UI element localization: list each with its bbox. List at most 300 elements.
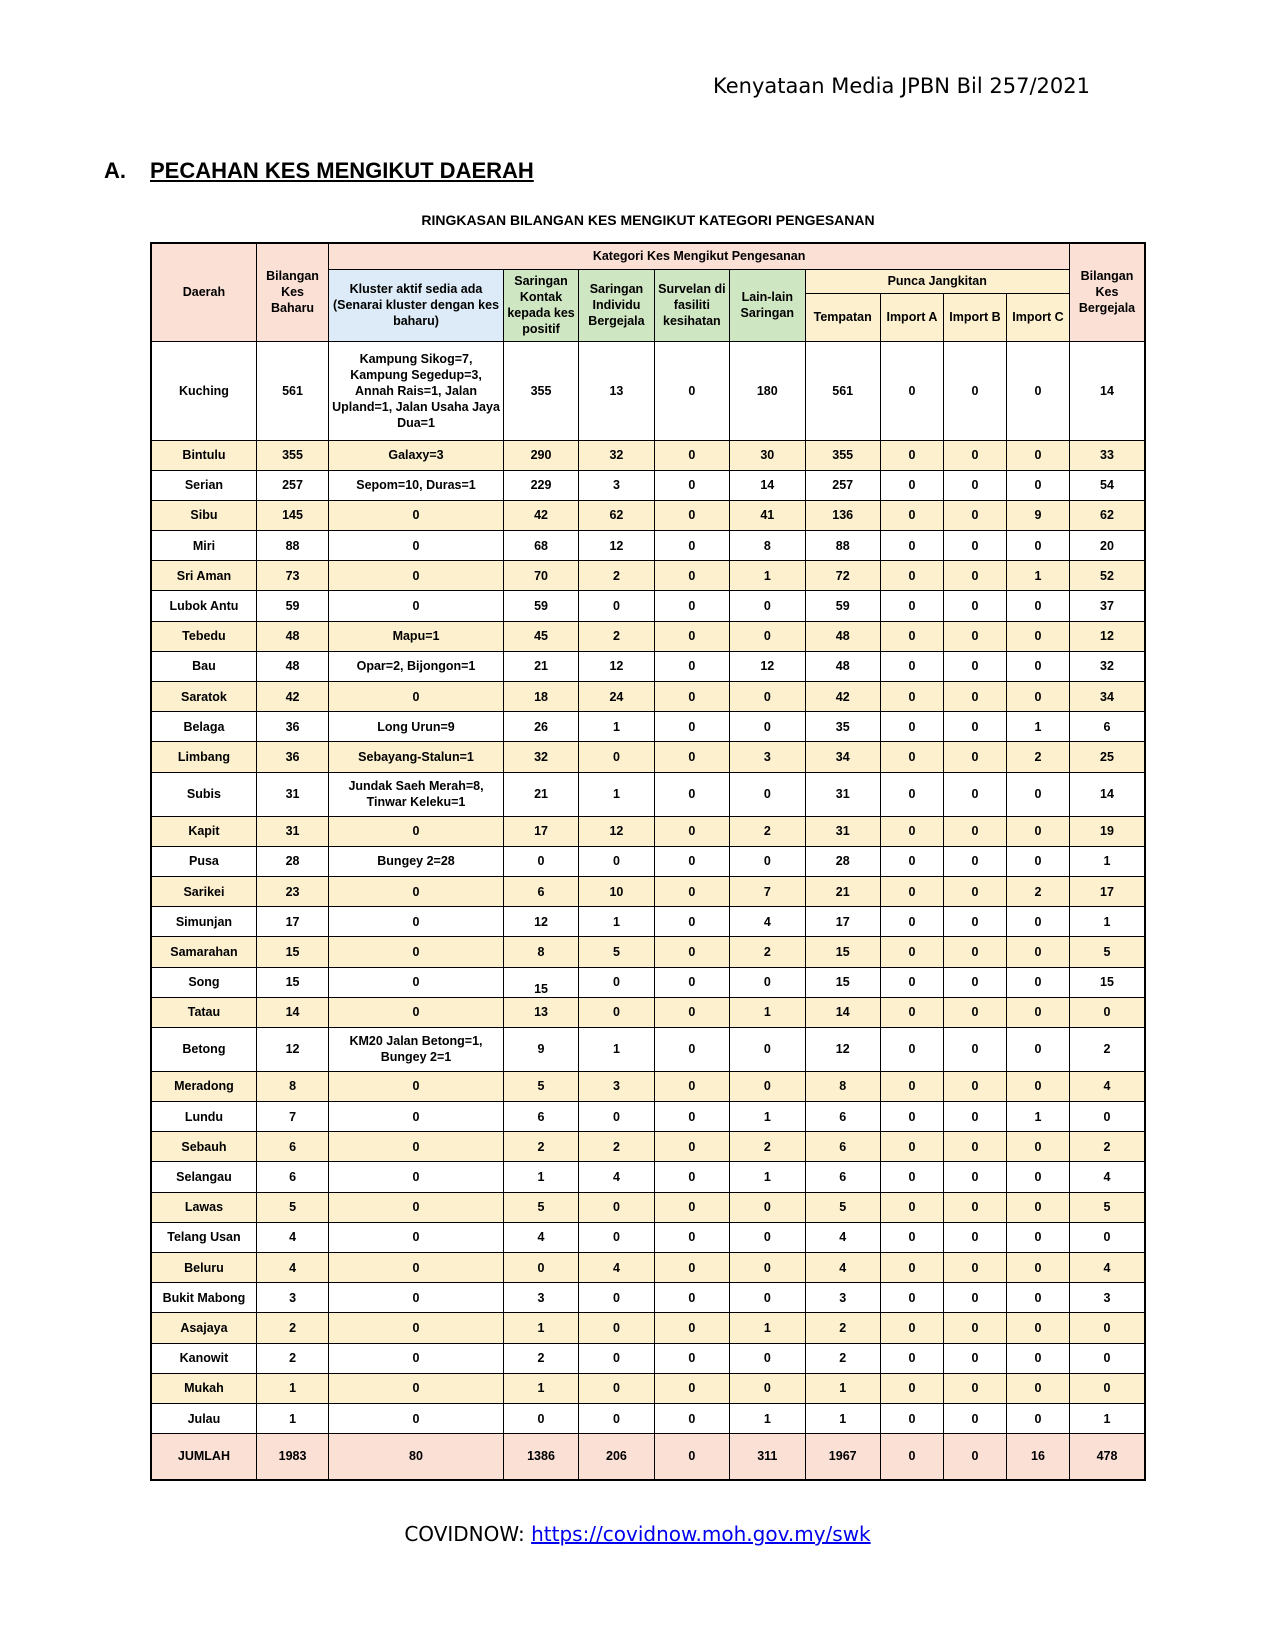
cell-kes-bergejala: 1 bbox=[1069, 907, 1145, 937]
cell-kes-bergejala: 19 bbox=[1069, 816, 1145, 846]
cell-import-c: 0 bbox=[1006, 772, 1069, 816]
cell-import-a: 0 bbox=[880, 1403, 943, 1433]
cell-lain-lain: 0 bbox=[730, 712, 805, 742]
cell-kes-baharu: 23 bbox=[256, 876, 328, 906]
table-row bbox=[151, 1283, 1145, 1313]
cell-saringan-kontak: 12 bbox=[503, 907, 578, 937]
cell-lain-lain: 0 bbox=[730, 1283, 805, 1313]
cell-saringan-kontak: 6 bbox=[503, 1102, 578, 1132]
cell-daerah: Lawas bbox=[151, 1192, 256, 1222]
cell-kes-baharu: 355 bbox=[256, 440, 328, 470]
cell-survelan: 0 bbox=[654, 1222, 729, 1252]
table-row bbox=[151, 1192, 1145, 1222]
cell-import-b: 0 bbox=[943, 1373, 1006, 1403]
header-saringan-kontak: Saringan Kontak kepada kes positif bbox=[503, 269, 578, 341]
cell-daerah: Tebedu bbox=[151, 621, 256, 651]
footer bbox=[0, 1522, 1275, 1546]
cell-import-a: 0 bbox=[880, 591, 943, 621]
cell-survelan: 0 bbox=[654, 846, 729, 876]
cell-kluster: Long Urun=9 bbox=[329, 712, 504, 742]
cell-kes-baharu: 561 bbox=[256, 341, 328, 440]
cell-saringan-kontak: 1 bbox=[503, 1162, 578, 1192]
cell-lain-lain: 1 bbox=[730, 1162, 805, 1192]
header-bilangan-kes-bergejala: Bilangan Kes Bergejala bbox=[1069, 243, 1145, 341]
cell-tempatan: 1 bbox=[805, 1403, 880, 1433]
cell-daerah: Sarikei bbox=[151, 876, 256, 906]
cell-saringan-kontak: 1 bbox=[503, 1373, 578, 1403]
table-row bbox=[151, 1253, 1145, 1283]
cell-import-b: 0 bbox=[943, 712, 1006, 742]
cell-kluster: Bungey 2=28 bbox=[329, 846, 504, 876]
cell-saringan-individu: 0 bbox=[579, 1192, 654, 1222]
cell-saringan-kontak: 17 bbox=[503, 816, 578, 846]
cell-saringan-individu: 1 bbox=[579, 772, 654, 816]
cell-import-b: 0 bbox=[943, 500, 1006, 530]
cell-survelan: 0 bbox=[654, 682, 729, 712]
cell-import-a: 0 bbox=[880, 1283, 943, 1313]
cell-daerah: Sebauh bbox=[151, 1132, 256, 1162]
cell-saringan-kontak: 4 bbox=[503, 1222, 578, 1252]
cell-saringan-individu: 5 bbox=[579, 937, 654, 967]
cell-kluster: 0 bbox=[329, 1373, 504, 1403]
cell-import-b: 0 bbox=[943, 937, 1006, 967]
cell-kes-baharu: 15 bbox=[256, 967, 328, 997]
cell-tempatan: 561 bbox=[805, 341, 880, 440]
cell-saringan-individu: 3 bbox=[579, 1071, 654, 1101]
table-row bbox=[151, 1373, 1145, 1403]
header-import-a: Import A bbox=[880, 293, 943, 341]
table-row bbox=[151, 591, 1145, 621]
cell-daerah: Kapit bbox=[151, 816, 256, 846]
cell-kes-baharu: 6 bbox=[256, 1132, 328, 1162]
cell-survelan: 0 bbox=[654, 1313, 729, 1343]
cell-saringan-kontak bbox=[503, 967, 578, 997]
cell-import-a: 0 bbox=[880, 651, 943, 681]
table-row bbox=[151, 742, 1145, 772]
cell-kes-bergejala: 0 bbox=[1069, 1222, 1145, 1252]
cell-kes-baharu: 1 bbox=[256, 1403, 328, 1433]
cell-kes-bergejala: 2 bbox=[1069, 1027, 1145, 1071]
cell-tempatan: 15 bbox=[805, 967, 880, 997]
cell-daerah: Mukah bbox=[151, 1373, 256, 1403]
total-survelan: 0 bbox=[654, 1434, 729, 1480]
cell-import-c: 0 bbox=[1006, 997, 1069, 1027]
cell-daerah: Kuching bbox=[151, 341, 256, 440]
cell-survelan: 0 bbox=[654, 907, 729, 937]
cell-tempatan: 72 bbox=[805, 561, 880, 591]
cell-daerah: Meradong bbox=[151, 1071, 256, 1101]
cell-kes-baharu: 42 bbox=[256, 682, 328, 712]
table-row bbox=[151, 500, 1145, 530]
cell-import-b: 0 bbox=[943, 1027, 1006, 1071]
cell-kes-baharu: 88 bbox=[256, 531, 328, 561]
cell-kluster: Galaxy=3 bbox=[329, 440, 504, 470]
header-saringan-individu: Saringan Individu Bergejala bbox=[579, 269, 654, 341]
cell-daerah: Simunjan bbox=[151, 907, 256, 937]
section-title: PECAHAN KES MENGIKUT DAERAH bbox=[150, 158, 534, 183]
cell-saringan-kontak: 68 bbox=[503, 531, 578, 561]
cell-survelan: 0 bbox=[654, 1343, 729, 1373]
cell-tempatan: 21 bbox=[805, 876, 880, 906]
cell-lain-lain: 0 bbox=[730, 682, 805, 712]
cell-lain-lain: 3 bbox=[730, 742, 805, 772]
cell-saringan-kontak: 18 bbox=[503, 682, 578, 712]
cell-lain-lain: 7 bbox=[730, 876, 805, 906]
cell-lain-lain: 1 bbox=[730, 561, 805, 591]
cell-lain-lain: 30 bbox=[730, 440, 805, 470]
cell-kes-bergejala: 20 bbox=[1069, 531, 1145, 561]
cell-tempatan: 42 bbox=[805, 682, 880, 712]
cell-kluster: 0 bbox=[329, 500, 504, 530]
total-kluster: 80 bbox=[329, 1434, 504, 1480]
cell-survelan: 0 bbox=[654, 651, 729, 681]
header-kluster: Kluster aktif sedia ada (Senarai kluster dengan kes baharu) bbox=[329, 269, 504, 341]
cell-saringan-individu: 4 bbox=[579, 1162, 654, 1192]
cell-tempatan: 6 bbox=[805, 1162, 880, 1192]
cell-kes-bergejala: 4 bbox=[1069, 1071, 1145, 1101]
cell-survelan: 0 bbox=[654, 816, 729, 846]
cell-saringan-individu: 0 bbox=[579, 967, 654, 997]
cell-import-c: 0 bbox=[1006, 1313, 1069, 1343]
cell-daerah: Kanowit bbox=[151, 1343, 256, 1373]
cell-import-c: 0 bbox=[1006, 470, 1069, 500]
header-punca-group: Punca Jangkitan bbox=[805, 269, 1069, 293]
cell-import-c: 0 bbox=[1006, 816, 1069, 846]
table-body bbox=[151, 341, 1145, 1480]
cell-import-a: 0 bbox=[880, 1313, 943, 1343]
cell-daerah: Pusa bbox=[151, 846, 256, 876]
table-row bbox=[151, 341, 1145, 440]
cell-kes-baharu: 73 bbox=[256, 561, 328, 591]
cell-lain-lain: 0 bbox=[730, 1222, 805, 1252]
header-import-b: Import B bbox=[943, 293, 1006, 341]
cell-lain-lain: 0 bbox=[730, 967, 805, 997]
cell-import-a: 0 bbox=[880, 967, 943, 997]
cell-import-c: 2 bbox=[1006, 876, 1069, 906]
cell-survelan: 0 bbox=[654, 772, 729, 816]
cell-saringan-individu: 0 bbox=[579, 846, 654, 876]
cell-saringan-individu: 24 bbox=[579, 682, 654, 712]
cell-daerah: Julau bbox=[151, 1403, 256, 1433]
cell-survelan: 0 bbox=[654, 470, 729, 500]
table-row bbox=[151, 621, 1145, 651]
cell-kluster: Sebayang-Stalun=1 bbox=[329, 742, 504, 772]
cell-kluster: Mapu=1 bbox=[329, 621, 504, 651]
cell-tempatan: 2 bbox=[805, 1313, 880, 1343]
cell-tempatan: 2 bbox=[805, 1343, 880, 1373]
cell-survelan: 0 bbox=[654, 440, 729, 470]
cell-saringan-individu: 13 bbox=[579, 341, 654, 440]
cell-lain-lain: 4 bbox=[730, 907, 805, 937]
cell-kes-bergejala: 0 bbox=[1069, 997, 1145, 1027]
cell-import-a: 0 bbox=[880, 500, 943, 530]
cell-lain-lain: 0 bbox=[730, 1253, 805, 1283]
cell-kluster: 0 bbox=[329, 561, 504, 591]
cell-saringan-individu: 1 bbox=[579, 1027, 654, 1071]
total-lain-lain: 311 bbox=[730, 1434, 805, 1480]
cell-tempatan: 31 bbox=[805, 816, 880, 846]
header-lain-lain: Lain-lain Saringan bbox=[730, 269, 805, 341]
cell-daerah: Samarahan bbox=[151, 937, 256, 967]
cell-import-b: 0 bbox=[943, 967, 1006, 997]
cell-saringan-individu: 2 bbox=[579, 621, 654, 651]
cell-saringan-individu: 12 bbox=[579, 531, 654, 561]
cell-kluster: 0 bbox=[329, 967, 504, 997]
cell-saringan-kontak: 1 bbox=[503, 1313, 578, 1343]
cell-survelan: 0 bbox=[654, 500, 729, 530]
cases-by-district-table bbox=[150, 242, 1146, 1481]
cell-import-b: 0 bbox=[943, 846, 1006, 876]
header-survelan: Survelan di fasiliti kesihatan bbox=[654, 269, 729, 341]
cell-kluster: 0 bbox=[329, 1222, 504, 1252]
cell-kes-baharu: 5 bbox=[256, 1192, 328, 1222]
cell-import-c: 0 bbox=[1006, 651, 1069, 681]
cell-tempatan: 4 bbox=[805, 1253, 880, 1283]
cell-kes-baharu: 3 bbox=[256, 1283, 328, 1313]
cell-saringan-individu: 1 bbox=[579, 907, 654, 937]
cell-saringan-individu: 12 bbox=[579, 816, 654, 846]
cell-saringan-individu: 10 bbox=[579, 876, 654, 906]
cell-import-b: 0 bbox=[943, 1253, 1006, 1283]
cell-import-b: 0 bbox=[943, 1102, 1006, 1132]
cell-tempatan: 15 bbox=[805, 937, 880, 967]
cell-kes-baharu: 145 bbox=[256, 500, 328, 530]
cell-import-c: 0 bbox=[1006, 937, 1069, 967]
cell-lain-lain: 41 bbox=[730, 500, 805, 530]
cell-survelan: 0 bbox=[654, 1253, 729, 1283]
table-row bbox=[151, 531, 1145, 561]
cell-kluster: 0 bbox=[329, 1102, 504, 1132]
cell-import-b: 0 bbox=[943, 1403, 1006, 1433]
cell-survelan: 0 bbox=[654, 937, 729, 967]
cell-daerah: Saratok bbox=[151, 682, 256, 712]
cell-import-c: 0 bbox=[1006, 1253, 1069, 1283]
cell-import-a: 0 bbox=[880, 621, 943, 651]
cell-survelan: 0 bbox=[654, 712, 729, 742]
cell-kes-baharu: 59 bbox=[256, 591, 328, 621]
cell-kluster: 0 bbox=[329, 1071, 504, 1101]
cell-lain-lain: 1 bbox=[730, 1403, 805, 1433]
table-row bbox=[151, 1313, 1145, 1343]
cell-import-c: 0 bbox=[1006, 1222, 1069, 1252]
cell-import-c: 0 bbox=[1006, 1071, 1069, 1101]
cell-daerah: Betong bbox=[151, 1027, 256, 1071]
cell-saringan-kontak-value: 15 bbox=[534, 982, 548, 997]
cell-kes-baharu: 8 bbox=[256, 1071, 328, 1101]
cell-lain-lain: 0 bbox=[730, 772, 805, 816]
cell-saringan-kontak: 0 bbox=[503, 846, 578, 876]
cell-tempatan: 1 bbox=[805, 1373, 880, 1403]
header-tempatan: Tempatan bbox=[805, 293, 880, 341]
cell-kes-bergejala: 0 bbox=[1069, 1343, 1145, 1373]
table-row bbox=[151, 772, 1145, 816]
cell-kluster: 0 bbox=[329, 1192, 504, 1222]
cell-import-a: 0 bbox=[880, 846, 943, 876]
cell-kes-bergejala: 4 bbox=[1069, 1253, 1145, 1283]
cell-tempatan: 6 bbox=[805, 1102, 880, 1132]
cell-lain-lain: 1 bbox=[730, 1313, 805, 1343]
cell-import-a: 0 bbox=[880, 682, 943, 712]
total-saringan-individu: 206 bbox=[579, 1434, 654, 1480]
total-import-a: 0 bbox=[880, 1434, 943, 1480]
total-kes-baharu: 1983 bbox=[256, 1434, 328, 1480]
cell-kes-baharu: 31 bbox=[256, 772, 328, 816]
cell-daerah: Sibu bbox=[151, 500, 256, 530]
cell-import-c: 0 bbox=[1006, 1373, 1069, 1403]
cell-kluster: Kampung Sikog=7, Kampung Segedup=3, Annah Rais=1, Jalan Upland=1, Jalan Usaha Jaya Dua=1 bbox=[329, 341, 504, 440]
cell-kes-bergejala: 14 bbox=[1069, 772, 1145, 816]
cell-import-a: 0 bbox=[880, 816, 943, 846]
cell-import-b: 0 bbox=[943, 1132, 1006, 1162]
cell-kluster: KM20 Jalan Betong=1, Bungey 2=1 bbox=[329, 1027, 504, 1071]
cell-tempatan: 34 bbox=[805, 742, 880, 772]
cell-saringan-kontak: 6 bbox=[503, 876, 578, 906]
cell-import-b: 0 bbox=[943, 1343, 1006, 1373]
cell-saringan-kontak: 3 bbox=[503, 1283, 578, 1313]
cell-lain-lain: 2 bbox=[730, 816, 805, 846]
cell-tempatan: 28 bbox=[805, 846, 880, 876]
cell-saringan-kontak: 0 bbox=[503, 1403, 578, 1433]
cell-import-c: 0 bbox=[1006, 1162, 1069, 1192]
cell-kes-baharu: 17 bbox=[256, 907, 328, 937]
cell-kes-baharu: 7 bbox=[256, 1102, 328, 1132]
cell-survelan: 0 bbox=[654, 1162, 729, 1192]
total-tempatan: 1967 bbox=[805, 1434, 880, 1480]
total-saringan-kontak: 1386 bbox=[503, 1434, 578, 1480]
cell-kes-baharu: 1 bbox=[256, 1373, 328, 1403]
table-title: RINGKASAN BILANGAN KES MENGIKUT KATEGORI PENGESANAN bbox=[421, 212, 875, 228]
cell-kluster: 0 bbox=[329, 1132, 504, 1162]
cell-tempatan: 35 bbox=[805, 712, 880, 742]
cell-tempatan: 59 bbox=[805, 591, 880, 621]
cell-import-b: 0 bbox=[943, 1071, 1006, 1101]
cell-saringan-individu: 32 bbox=[579, 440, 654, 470]
table-row bbox=[151, 876, 1145, 906]
cell-kluster: 0 bbox=[329, 591, 504, 621]
cell-daerah: Bukit Mabong bbox=[151, 1283, 256, 1313]
cell-survelan: 0 bbox=[654, 997, 729, 1027]
cell-saringan-individu: 0 bbox=[579, 1283, 654, 1313]
cell-kes-bergejala: 54 bbox=[1069, 470, 1145, 500]
cell-import-a: 0 bbox=[880, 1027, 943, 1071]
cell-lain-lain: 1 bbox=[730, 1102, 805, 1132]
cell-import-b: 0 bbox=[943, 470, 1006, 500]
table-row bbox=[151, 1132, 1145, 1162]
cell-survelan: 0 bbox=[654, 561, 729, 591]
table-row bbox=[151, 1071, 1145, 1101]
cell-survelan: 0 bbox=[654, 621, 729, 651]
cell-import-a: 0 bbox=[880, 1192, 943, 1222]
cell-kes-bergejala: 5 bbox=[1069, 1192, 1145, 1222]
cell-lain-lain: 12 bbox=[730, 651, 805, 681]
cell-import-c: 1 bbox=[1006, 561, 1069, 591]
cell-import-a: 0 bbox=[880, 1162, 943, 1192]
cell-import-b: 0 bbox=[943, 772, 1006, 816]
cell-import-b: 0 bbox=[943, 591, 1006, 621]
cell-lain-lain: 0 bbox=[730, 1192, 805, 1222]
cell-daerah: Belaga bbox=[151, 712, 256, 742]
cell-daerah: Sri Aman bbox=[151, 561, 256, 591]
cell-saringan-individu: 62 bbox=[579, 500, 654, 530]
cell-kluster: 0 bbox=[329, 907, 504, 937]
cell-kes-baharu: 48 bbox=[256, 621, 328, 651]
cell-kes-bergejala: 52 bbox=[1069, 561, 1145, 591]
cell-kes-baharu: 28 bbox=[256, 846, 328, 876]
cell-import-a: 0 bbox=[880, 1222, 943, 1252]
cell-import-b: 0 bbox=[943, 1192, 1006, 1222]
cell-import-b: 0 bbox=[943, 531, 1006, 561]
cell-import-b: 0 bbox=[943, 651, 1006, 681]
table-row bbox=[151, 907, 1145, 937]
section-letter: A. bbox=[104, 158, 126, 183]
cell-survelan: 0 bbox=[654, 1192, 729, 1222]
cell-kluster: Jundak Saeh Merah=8, Tinwar Keleku=1 bbox=[329, 772, 504, 816]
table-row bbox=[151, 440, 1145, 470]
header-daerah: Daerah bbox=[151, 243, 256, 341]
covidnow-link[interactable]: https://covidnow.moh.gov.my/swk bbox=[531, 1522, 871, 1546]
cell-kes-bergejala: 14 bbox=[1069, 341, 1145, 440]
cell-import-b: 0 bbox=[943, 1313, 1006, 1343]
table-row bbox=[151, 846, 1145, 876]
cell-saringan-kontak: 32 bbox=[503, 742, 578, 772]
cell-kes-bergejala: 25 bbox=[1069, 742, 1145, 772]
cell-import-c: 0 bbox=[1006, 1283, 1069, 1313]
cell-saringan-kontak: 5 bbox=[503, 1192, 578, 1222]
cell-import-c: 0 bbox=[1006, 1343, 1069, 1373]
cell-tempatan: 3 bbox=[805, 1283, 880, 1313]
cell-tempatan: 355 bbox=[805, 440, 880, 470]
cell-kes-bergejala: 6 bbox=[1069, 712, 1145, 742]
cell-saringan-individu: 2 bbox=[579, 1132, 654, 1162]
header-kategori-group: Kategori Kes Mengikut Pengesanan bbox=[329, 243, 1070, 269]
table-row bbox=[151, 682, 1145, 712]
table-row bbox=[151, 937, 1145, 967]
cell-import-c: 0 bbox=[1006, 1403, 1069, 1433]
cell-saringan-kontak: 5 bbox=[503, 1071, 578, 1101]
cell-import-a: 0 bbox=[880, 907, 943, 937]
table-row bbox=[151, 1343, 1145, 1373]
cell-survelan: 0 bbox=[654, 341, 729, 440]
cell-tempatan: 14 bbox=[805, 997, 880, 1027]
table-row bbox=[151, 561, 1145, 591]
cell-kes-bergejala: 0 bbox=[1069, 1373, 1145, 1403]
cell-import-a: 0 bbox=[880, 341, 943, 440]
cell-saringan-kontak: 8 bbox=[503, 937, 578, 967]
cell-saringan-kontak: 290 bbox=[503, 440, 578, 470]
document-reference: Kenyataan Media JPBN Bil 257/2021 bbox=[713, 74, 1090, 98]
cell-saringan-kontak: 2 bbox=[503, 1343, 578, 1373]
cell-import-c: 0 bbox=[1006, 1132, 1069, 1162]
cell-import-a: 0 bbox=[880, 712, 943, 742]
cell-daerah: Song bbox=[151, 967, 256, 997]
cell-saringan-individu: 0 bbox=[579, 1373, 654, 1403]
cell-import-b: 0 bbox=[943, 341, 1006, 440]
cell-import-c: 0 bbox=[1006, 682, 1069, 712]
cell-saringan-individu: 0 bbox=[579, 1102, 654, 1132]
cell-saringan-individu: 2 bbox=[579, 561, 654, 591]
cell-kes-bergejala: 3 bbox=[1069, 1283, 1145, 1313]
cell-import-c: 0 bbox=[1006, 440, 1069, 470]
cell-import-b: 0 bbox=[943, 621, 1006, 651]
table-row bbox=[151, 1162, 1145, 1192]
cell-kes-bergejala: 12 bbox=[1069, 621, 1145, 651]
cell-kes-bergejala: 0 bbox=[1069, 1102, 1145, 1132]
cell-import-c: 0 bbox=[1006, 621, 1069, 651]
cell-import-c: 0 bbox=[1006, 846, 1069, 876]
cell-import-b: 0 bbox=[943, 1283, 1006, 1313]
cell-kes-bergejala: 37 bbox=[1069, 591, 1145, 621]
cell-daerah: Miri bbox=[151, 531, 256, 561]
